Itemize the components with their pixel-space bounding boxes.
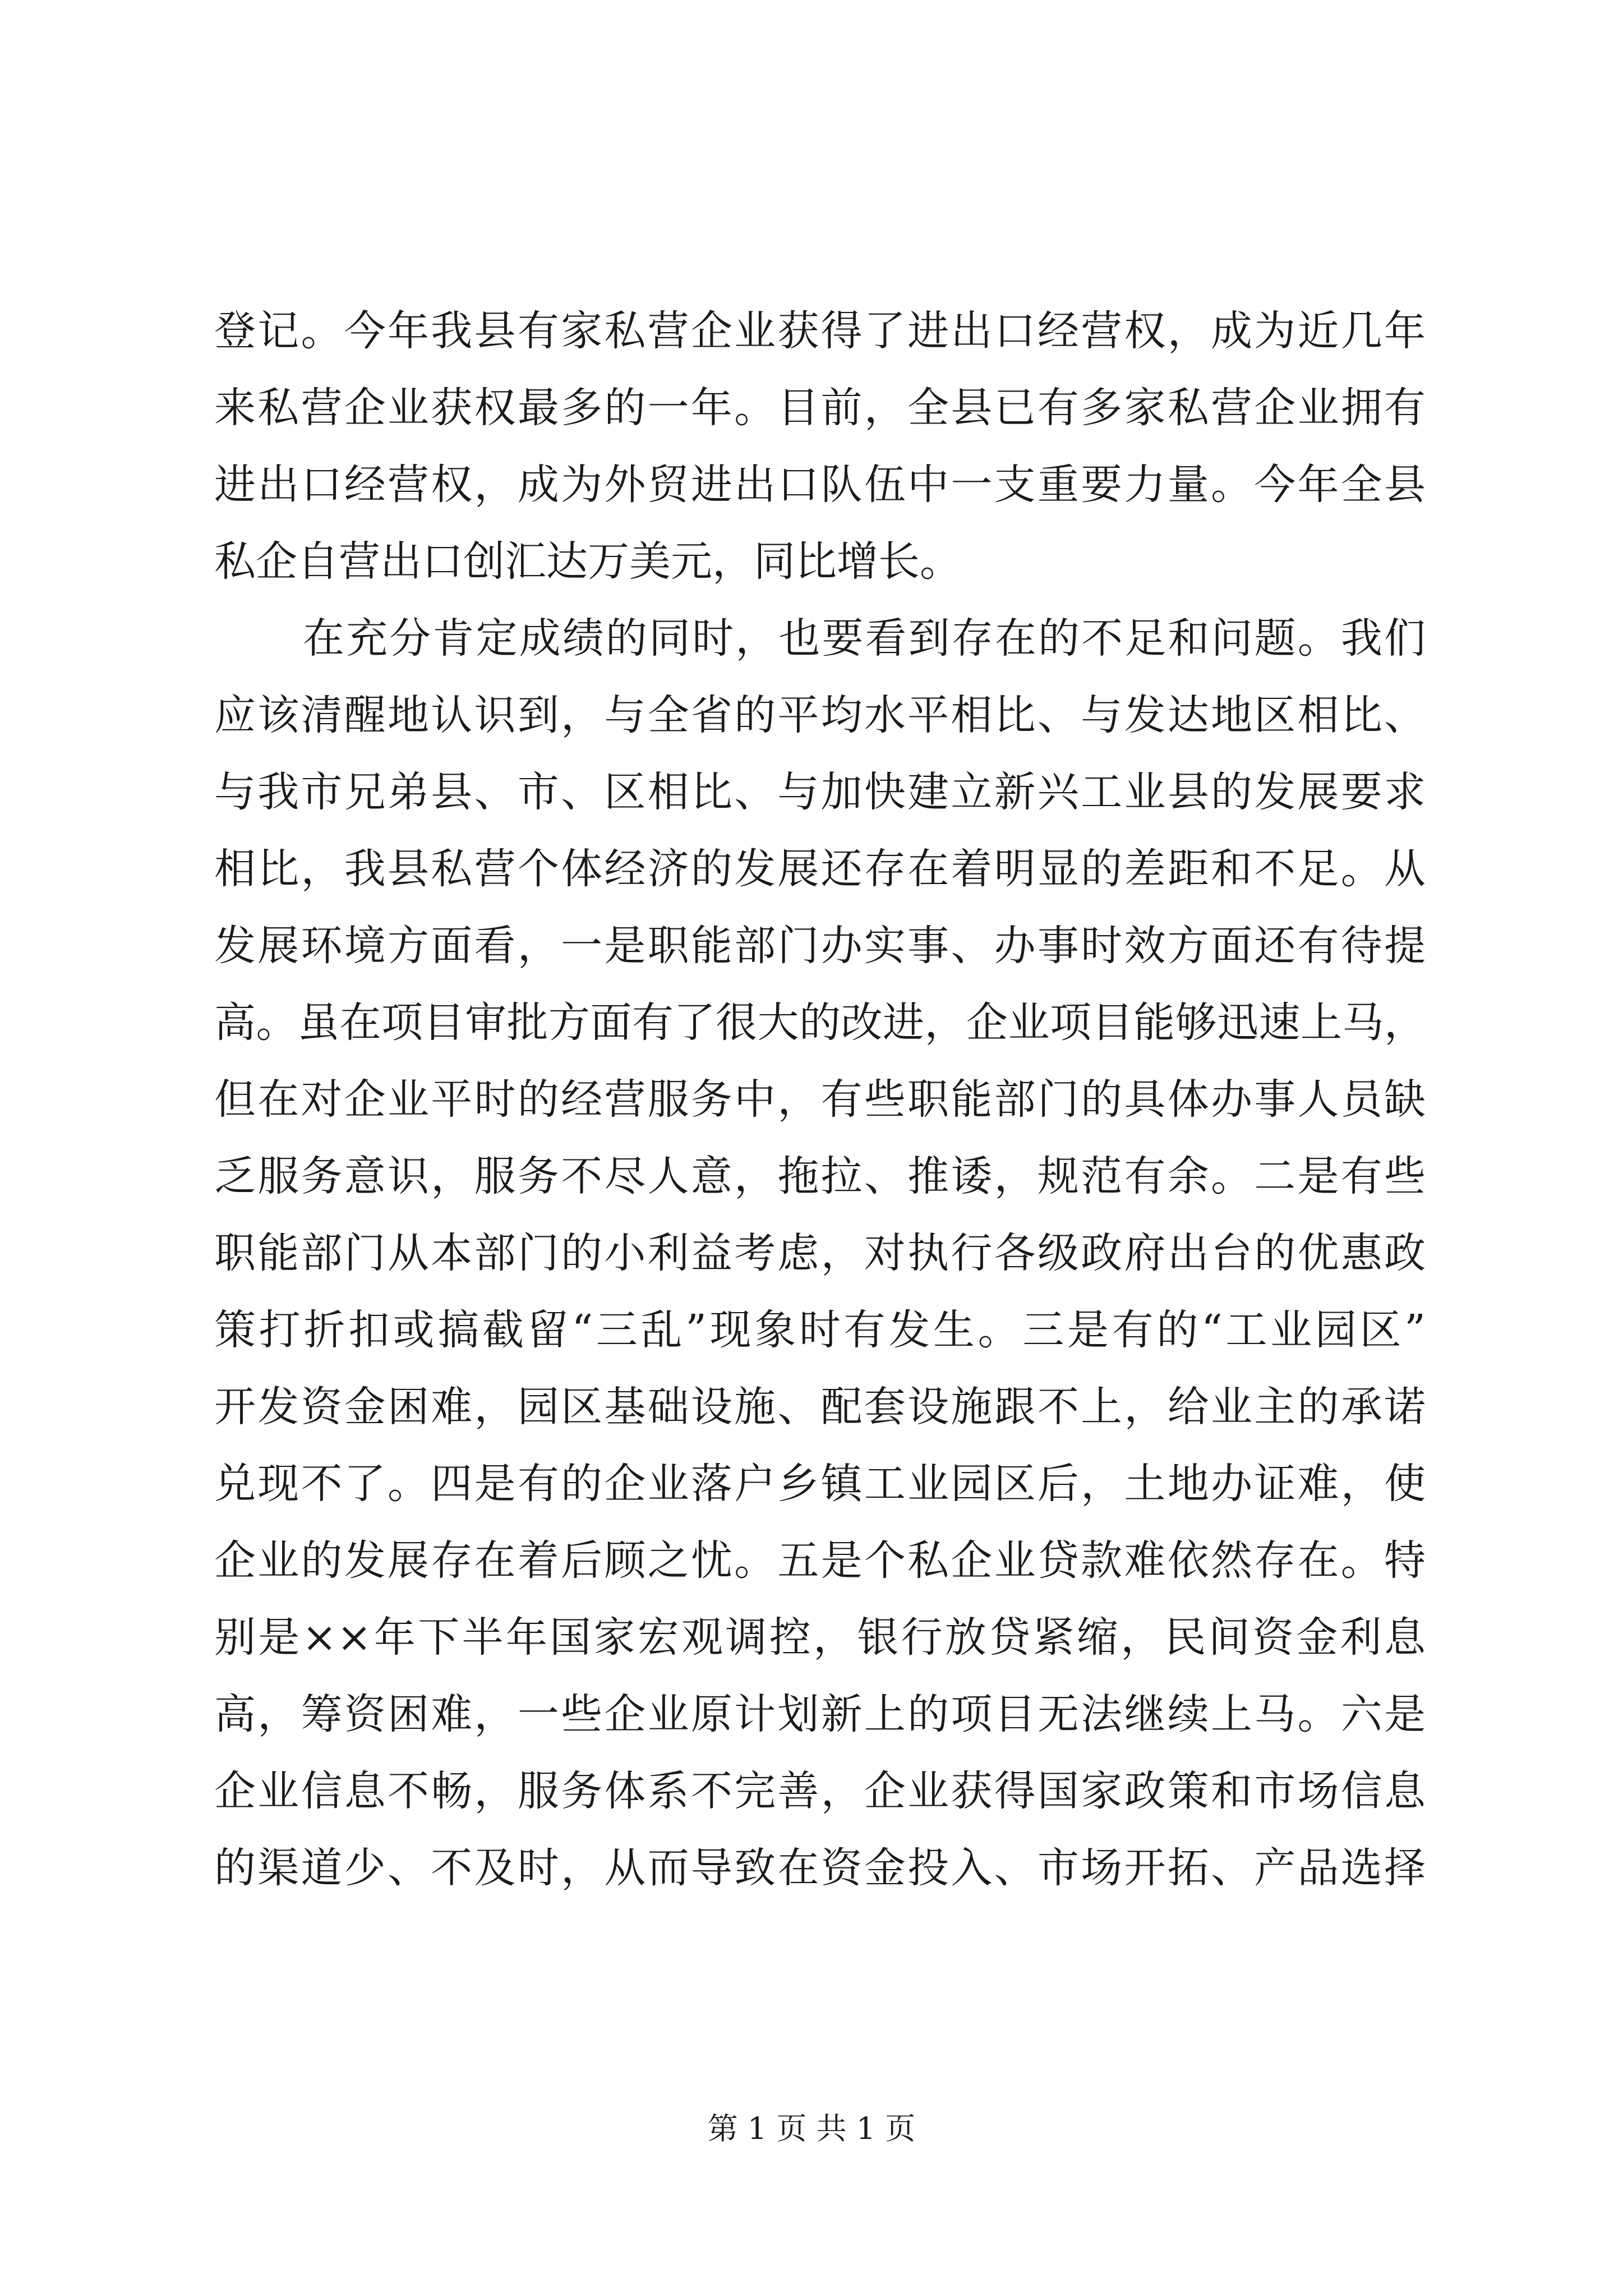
- text-line: 高。虽在项目审批方面有了很大的改进，企业项目能够迅速上马，: [214, 999, 1426, 1047]
- text-line: 进出口经营权，成为外贸进出口队伍中一支重要力量。今年全县: [214, 461, 1426, 509]
- text-line: 但在对企业平时的经营服务中，有些职能部门的具体办事人员缺: [214, 1075, 1426, 1124]
- text-line: 高，筹资困难，一些企业原计划新上的项目无法继续上马。六是: [214, 1690, 1426, 1738]
- text-line: 职能部门从本部门的小利益考虑，对执行各级政府出台的优惠政: [214, 1229, 1426, 1277]
- text-line: 企业的发展存在着后顾之忧。五是个私企业贷款难依然存在。特: [214, 1536, 1426, 1585]
- text-line: 乏服务意识，服务不尽人意，拖拉、推诿，规范有余。二是有些: [214, 1152, 1426, 1200]
- text-line: 与我市兄弟县、市、区相比、与加快建立新兴工业县的发展要求: [214, 768, 1426, 816]
- text-line: 应该清醒地认识到，与全省的平均水平相比、与发达地区相比、: [214, 691, 1426, 739]
- paragraph-first-line: 在充分肯定成绩的同时，也要看到存在的不足和问题。我们: [303, 614, 1426, 662]
- text-line: 登记。今年我县有家私营企业获得了进出口经营权，成为近几年: [214, 307, 1426, 355]
- text-line: 私企自营出口创汇达万美元，同比增长。: [214, 537, 961, 586]
- text-line: 兑现不了。四是有的企业落户乡镇工业园区后，土地办证难，使: [214, 1460, 1426, 1508]
- text-line: 发展环境方面看，一是职能部门办实事、办事时效方面还有待提: [214, 922, 1426, 970]
- text-line: 的渠道少、不及时，从而导致在资金投入、市场开拓、产品选择: [214, 1844, 1426, 1892]
- text-line: 来私营企业获权最多的一年。目前，全县已有多家私营企业拥有: [214, 384, 1426, 432]
- text-line: 企业信息不畅，服务体系不完善，企业获得国家政策和市场信息: [214, 1767, 1426, 1815]
- page-footer: 第 1 页 共 1 页: [707, 2111, 916, 2146]
- text-line: 开发资金困难，园区基础设施、配套设施跟不上，给业主的承诺: [214, 1383, 1426, 1431]
- text-line: 相比，我县私营个体经济的发展还存在着明显的差距和不足。从: [214, 845, 1426, 893]
- text-line: 策打折扣或搞截留“三乱”现象时有发生。三是有的“工业园区”: [214, 1306, 1426, 1354]
- text-line: 别是××年下半年国家宏观调控，银行放贷紧缩，民间资金利息: [214, 1613, 1426, 1662]
